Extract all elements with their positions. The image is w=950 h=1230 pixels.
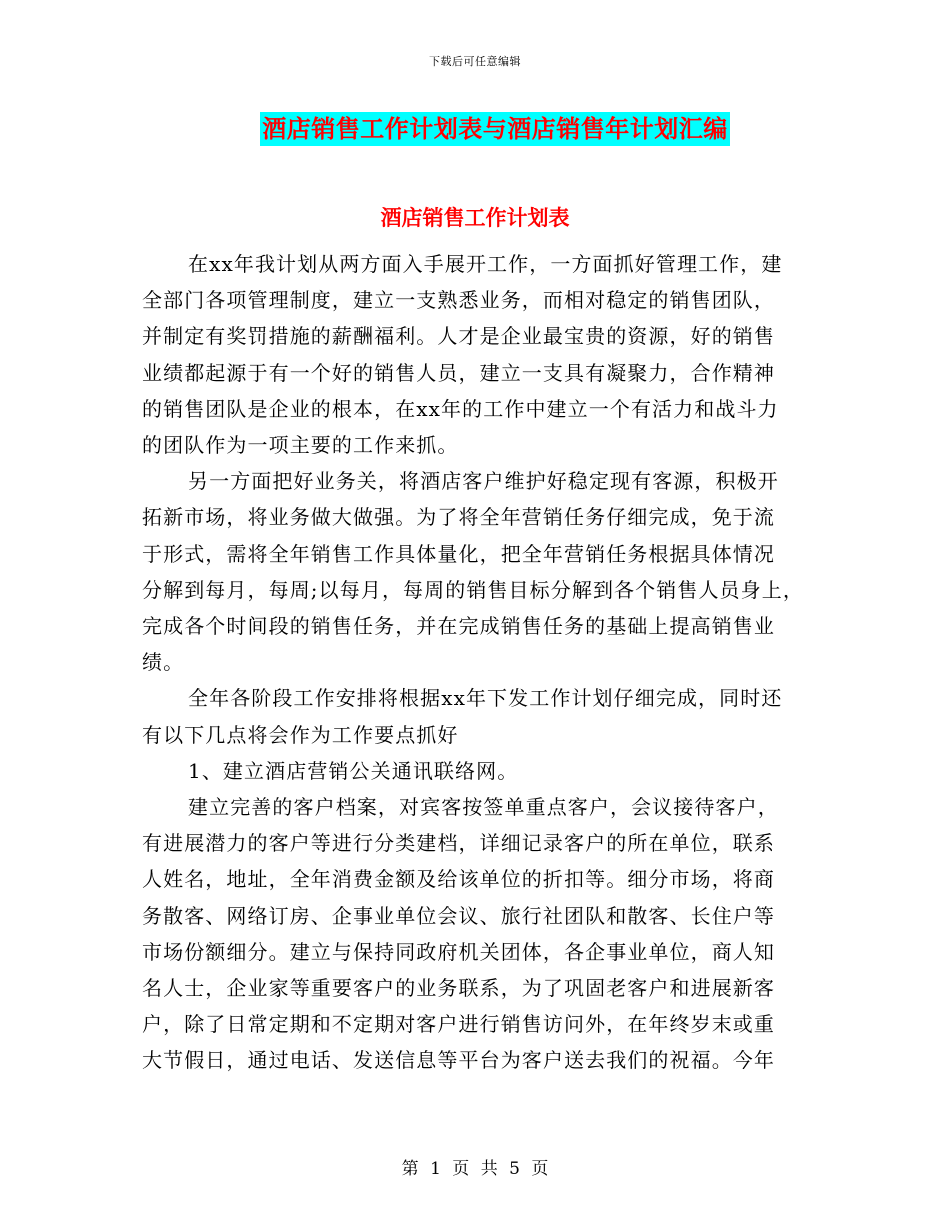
text-line: 分解到每月，每周;以每月，每周的销售目标分解到各个销售人员身上， — [142, 577, 804, 602]
text-line: 另一方面把好业务关，将酒店客户维护好稳定现有客源，积极开 — [188, 469, 779, 494]
text-line: 并制定有奖罚措施的薪酬福利。人才是企业最宝贵的资源，好的销售 — [142, 324, 775, 349]
page-footer: 第 1 页 共 5 页 — [401, 1159, 549, 1179]
text-line: 全年各阶段工作安排将根据xx年下发工作计划仔细完成，同时还 — [188, 686, 783, 711]
text-line: 拓新市场，将业务做大做强。为了将全年营销任务仔细完成，免于流 — [142, 505, 775, 530]
document-body — [142, 246, 812, 1079]
text-line: 完成各个时间段的销售任务，并在完成销售任务的基础上提高销售业 — [142, 614, 775, 639]
section-title: 酒店销售工作计划表 — [380, 205, 570, 230]
text-line: 1、建立酒店营销公关通讯联络网。 — [188, 758, 519, 783]
text-line: 建立完善的客户档案，对宾客按签单重点客户，会议接待客户， — [188, 795, 779, 820]
text-line: 于形式，需将全年销售工作具体量化，把全年营销任务根据具体情况 — [142, 541, 775, 566]
main-title-container — [0, 112, 950, 146]
text-line: 业绩都起源于有一个好的销售人员，建立一支具有凝聚力，合作精神 — [142, 360, 775, 385]
text-line: 人姓名，地址，全年消费金额及给该单位的折扣等。细分市场，将商 — [142, 867, 775, 892]
text-line: 的销售团队是企业的根本，在xx年的工作中建立一个有活力和战斗力 — [142, 396, 779, 421]
text-line: 市场份额细分。建立与保持同政府机关团体，各企事业单位，商人知 — [142, 939, 775, 964]
text-line: 绩。 — [142, 650, 185, 675]
text-line: 户，除了日常定期和不定期对客户进行销售访问外，在年终岁末或重 — [142, 1012, 775, 1037]
main-title: 酒店销售工作计划表与酒店销售年计划汇编 — [260, 112, 730, 146]
text-line: 有进展潜力的客户等进行分类建档，详细记录客户的所在单位，联系 — [142, 831, 775, 856]
text-line: 大节假日，通过电话、发送信息等平台为客户送去我们的祝福。今年 — [142, 1048, 775, 1073]
text-line: 有以下几点将会作为工作要点抓好 — [142, 722, 459, 747]
text-line: 名人士，企业家等重要客户的业务联系，为了巩固老客户和进展新客 — [142, 976, 775, 1001]
text-line: 务散客、网络订房、企事业单位会议、旅行社团队和散客、长住户等 — [142, 903, 775, 928]
text-line: 的团队作为一项主要的工作来抓。 — [142, 433, 459, 458]
header-note: 下载后可任意编辑 — [429, 55, 521, 68]
text-line: 在xx年我计划从两方面入手展开工作，一方面抓好管理工作，建 — [188, 252, 783, 276]
text-line: 全部门各项管理制度，建立一支熟悉业务，而相对稳定的销售团队， — [142, 288, 775, 313]
